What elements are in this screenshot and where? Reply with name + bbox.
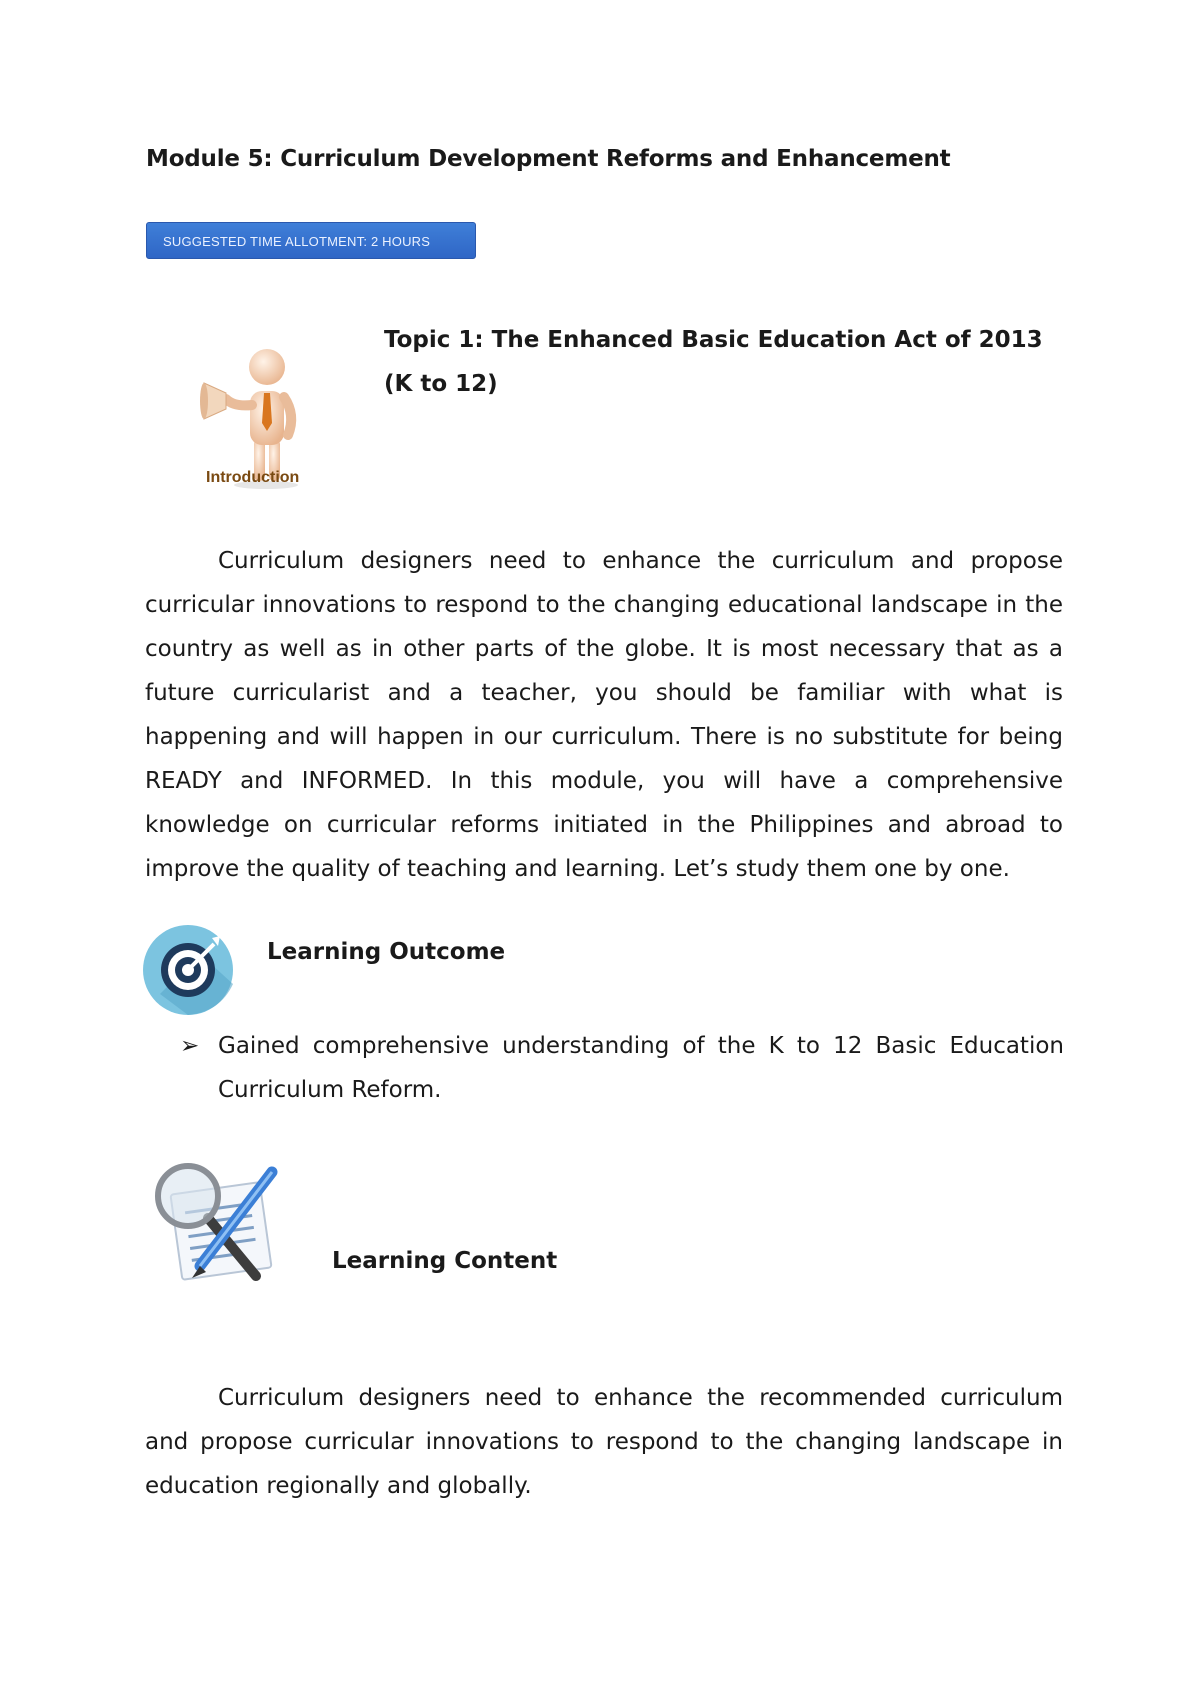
topic-title: Topic 1: The Enhanced Basic Education Act of 2013 (K to 12): [384, 327, 1043, 397]
introduction-caption: Introduction: [206, 469, 300, 486]
learning-content-paragraph-text: Curriculum designers need to enhance the recommended curriculum and propose curricular innovations to respond to the changing landscape in education regionally and globally.: [145, 1385, 1063, 1499]
time-allotment-badge: SUGGESTED TIME ALLOTMENT: 2 HOURS: [146, 222, 476, 259]
bullet-arrow-icon: ➢: [180, 1033, 200, 1059]
magnifier-pen-icon: [148, 1158, 288, 1288]
module-title: Module 5: Curriculum Development Reforms and Enhancement: [146, 146, 951, 172]
learning-content-heading: Learning Content: [332, 1248, 558, 1274]
learning-outcome-heading: Learning Outcome: [267, 939, 506, 965]
learning-outcome-item: Gained comprehensive understanding of the K to 12 Basic Education Curriculum Reform.: [218, 1033, 1064, 1103]
introduction-paragraph: [145, 539, 1063, 891]
target-icon: [140, 924, 240, 1016]
introduction-paragraph-text: Curriculum designers need to enhance the curriculum and propose curricular innovations to respond to the changing educational landscape in the country as well as in other parts of the globe. It is most necessary that as a future curricularist and a teacher, you should be familiar with what is happening and will happen in our curriculum. There is no substitute for being READY and INFORMED. In this module, you will have a comprehensive knowledge on curricular reforms initiated in the Philippines and abroad to improve the quality of teaching and learning. Let’s study them one by one.: [145, 548, 1063, 882]
learning-content-paragraph: [145, 1376, 1063, 1508]
